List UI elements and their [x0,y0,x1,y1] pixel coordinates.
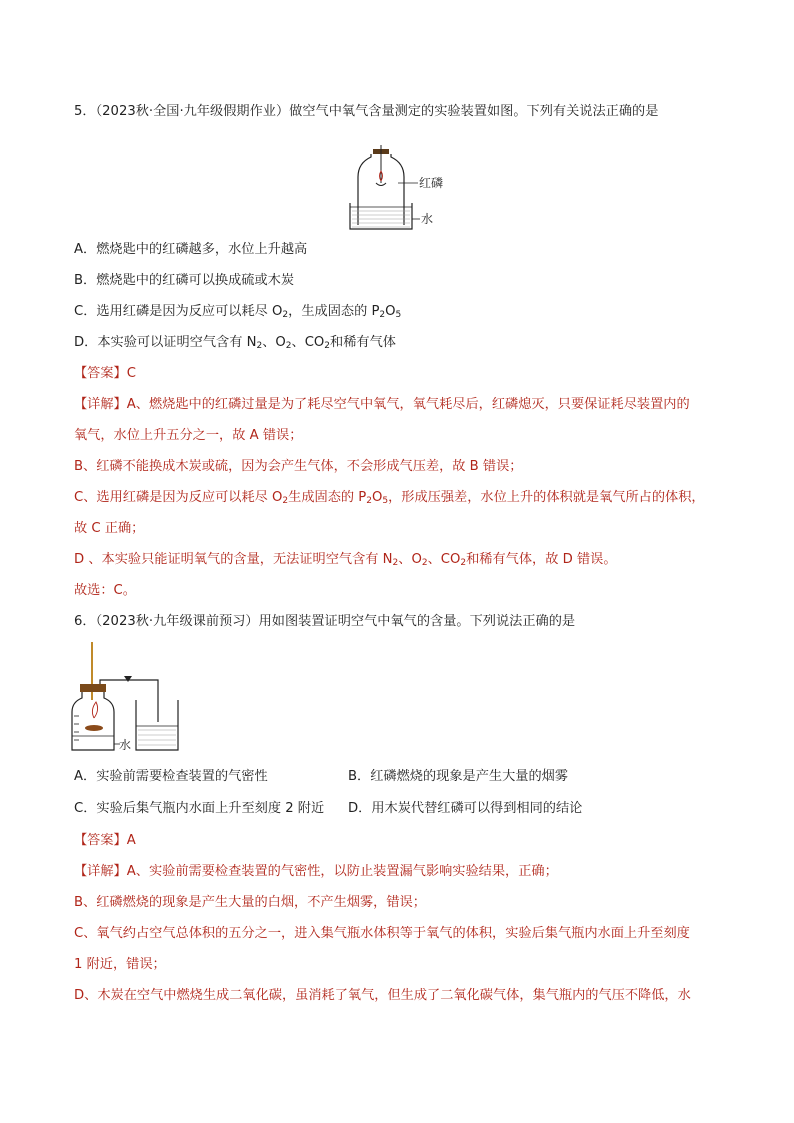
q5-stem: 5．（2023秋·全国·九年级假期作业）做空气中氧气含量测定的实验装置如图。下列有关说法正确的是 [74,104,659,119]
q6-detail-1: 【详解】A、实验前需要检查装置的气密性，以防止装置漏气影响实验结果，正确； [74,864,558,879]
q5-option-b: B．燃烧匙中的红磷可以换成硫或木炭 [74,273,295,288]
q5-option-d: D．本实验可以证明空气含有 $N_2$、$O_2$、$CO_2$和稀有气体 [74,335,396,351]
q6-option-a: A．实验前需要检查装置的气密性 [74,769,268,784]
q5-answer: 【答案】C [74,366,136,381]
q6-figure [66,640,186,760]
beaker-water-hatch [138,730,176,745]
q5-option-a: A．燃烧匙中的红磷越多，水位上升越高 [74,242,308,257]
stopper [80,684,106,692]
q6-detail-5: D、木炭在空气中燃烧生成二氧化碳，虽消耗了氧气，但生成了二氧化碳气体，集气瓶内的气压不降低，水 [74,988,691,1003]
label-water: 水 [421,212,434,226]
gas-bottle [72,692,114,750]
beaker [136,700,178,750]
q5-choose: 故选：C。 [74,583,136,598]
label-phosphorus: 红磷 [419,176,444,190]
q5-detail-1: 【详解】A、燃烧匙中的红磷过量是为了耗尽空气中氧气，氧气耗尽后，红磷熄灭，只要保证耗尽装置内的 [74,397,690,412]
q5-detail-4: C、选用红磷是因为反应可以耗尽 $O_2$生成固态的 $P_2O_5$，形成压强差，水位上升的体积就是氧气所占的体积， [74,490,705,506]
q5-detail-3: B、红磷不能换成木炭或硫，因为会产生气体，不会形成气压差，故 B 错误； [74,459,523,474]
q6-detail-4: 1 附近，错误； [74,957,166,972]
q5-detail-5: 故 C 正确； [74,521,145,536]
q5-option-c: C．选用红磷是因为反应可以耗尽 $O_2$，生成固态的 $P_2O_5$ [74,304,402,320]
graduation-marks [74,716,79,740]
q6-answer: 【答案】A [74,833,136,848]
q6-option-d: D．用木炭代替红磷可以得到相同的结论 [348,801,583,816]
label-water: 水 [119,738,132,752]
flame [92,702,97,718]
q5-apparatus-diagram [340,143,460,235]
clamp [124,676,132,682]
q6-detail-3: C、氧气约占空气总体积的五分之一，进入集气瓶水体积等于氧气的体积，实验后集气瓶内水面上升至刻度 [74,926,690,941]
q6-option-b: B．红磷燃烧的现象是产生大量的烟雾 [348,769,569,784]
q5-figure [340,143,460,235]
q6-option-c: C．实验后集气瓶内水面上升至刻度 2 附近 [74,801,325,816]
q5-detail-6: D 、本实验只能证明氧气的含量，无法证明空气含有 $N_2$、$O_2$、$CO_2$和稀有气体，故 D 错误。 [74,552,617,568]
q5-detail-2: 氧气，水位上升五分之一，故 A 错误； [74,428,303,443]
water-hatch [352,211,410,227]
q6-stem: 6．（2023秋·九年级课前预习）用如图装置证明空气中氧气的含量。下列说法正确的是 [74,614,576,629]
combustion-spoon [85,725,103,731]
q6-detail-2: B、红磷燃烧的现象是产生大量的白烟，不产生烟雾，错误； [74,895,426,910]
q6-apparatus-diagram [66,640,186,760]
combustion-spoon [376,183,386,186]
